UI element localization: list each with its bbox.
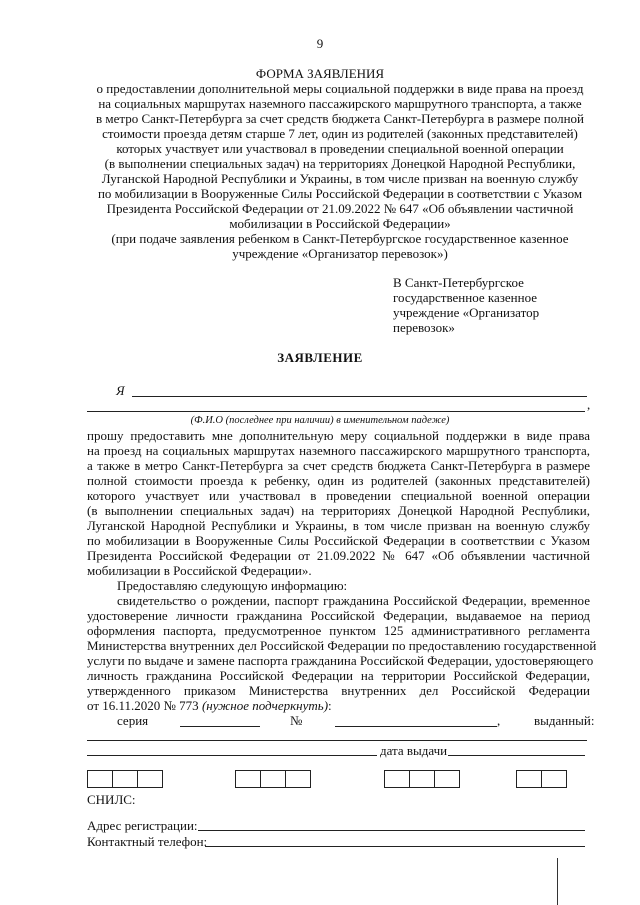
form-title: ФОРМА ЗАЯВЛЕНИЯ (255, 66, 385, 81)
addressee-line: государственное казенное (393, 290, 538, 305)
snils-cell[interactable] (137, 770, 163, 788)
phone-label: Контактный телефон: (87, 834, 208, 849)
intro-line: о предоставлении дополнительной меры социальной поддержки в виде права на проезд (96, 81, 584, 96)
page-number: 9 (316, 36, 324, 51)
colon: : (328, 698, 332, 713)
intro-line: (при подаче заявления ребенком в Санкт-Петербургское государственное казенное (111, 231, 569, 246)
issue-date-label: дата выдачи (380, 743, 448, 758)
issued-by-field-continued[interactable] (87, 755, 377, 756)
snils-cell[interactable] (541, 770, 567, 788)
applicant-comma: , (587, 397, 591, 412)
scan-fold-line (557, 858, 558, 905)
request-paragraph (87, 428, 597, 713)
document-line: оформления паспорта, предусмотренное пунктом 125 административного регламента (87, 623, 590, 638)
snils-cell[interactable] (384, 770, 410, 788)
document-line: утвержденного приказом Министерства внутренних дел Российской Федерации (87, 683, 590, 698)
document-line: личность гражданина Российской Федерации на территории Российской Федерации, (87, 668, 590, 683)
document-line: удостоверение личности гражданина Российской Федерации, выдаваемое на период (87, 608, 590, 623)
reg-address-label: Адрес регистрации: (87, 818, 198, 833)
snils-cell[interactable] (260, 770, 286, 788)
number-field[interactable] (335, 726, 497, 727)
request-line: (в выполнении специальных задач) на территориях Донецкой Народной Республики, (87, 503, 590, 518)
applicant-name-field-continued[interactable] (87, 411, 585, 412)
snils-cell[interactable] (87, 770, 113, 788)
reg-address-field[interactable] (198, 830, 585, 831)
intro-line: стоимости проезда детям старше 7 лет, один из родителей (законных представителей) (102, 126, 578, 141)
document-line: услуги по выдаче и замене паспорта гражданина Российской Федерации, удостоверяющего (87, 653, 594, 668)
request-line: Президента Российской Федерации от 21.09.2022 № 647 «Об объявлении частичной (87, 548, 590, 563)
intro-line: Президента Российской Федерации от 21.09.2022 № 647 «Об объявлении частичной (106, 201, 574, 216)
series-label: серия (117, 713, 149, 728)
snils-cell[interactable] (409, 770, 435, 788)
request-line: которого участвует или участвовал в проведении специальной военной операции (87, 488, 590, 503)
snils-cell[interactable] (285, 770, 311, 788)
intro-line: учреждение «Организатор перевозок») (232, 246, 448, 261)
intro-line: Луганской Народной Республики и Украины, в том числе призван на военную службу (101, 171, 579, 186)
applicant-prefix: Я (116, 383, 125, 398)
intro-line: (в выполнении специальных задач) на территориях Донецкой Народной Республики, (104, 156, 576, 171)
addressee-line: учреждение «Организатор (393, 305, 540, 320)
snils-group-3 (384, 770, 459, 788)
addressee-block (393, 275, 593, 335)
document-last-line (87, 698, 590, 713)
snils-cell[interactable] (112, 770, 138, 788)
addressee-line: перевозок» (393, 320, 455, 335)
snils-group-1 (87, 770, 162, 788)
request-line: Луганской Народной Республики и Украины, в том числе призван на военную службу (87, 518, 590, 533)
document-line: Министерства внутренних дел Российской Федерации по предоставлению государственной (87, 638, 597, 653)
snils-cell[interactable] (235, 770, 261, 788)
request-line: на проезд на социальных маршрутах наземного пассажирского маршрутного транспорта, (87, 443, 590, 458)
series-field[interactable] (180, 726, 260, 727)
snils-cell[interactable] (434, 770, 460, 788)
issued-by-label: выданный: (534, 713, 595, 728)
fio-caption: (Ф.И.О (последнее при наличии) в именительном падеже) (190, 415, 450, 426)
number-label: № (290, 713, 303, 728)
intro-line: по мобилизации в Вооруженные Силы Российской Федерации в соответствии с Указом (97, 186, 583, 201)
intro-paragraph (90, 81, 590, 261)
number-comma: , (497, 713, 501, 728)
request-line: а также в метро Санкт-Петербурга за счет средств бюджета Санкт-Петербурга в размере (87, 458, 590, 473)
provide-info-label: Предоставляю следующую информацию: (117, 578, 348, 593)
snils-cell[interactable] (516, 770, 542, 788)
intro-line: которых участвует или участвовал в проведении специальной военной операции (116, 141, 564, 156)
intro-line: мобилизации в Российской Федерации» (229, 216, 451, 231)
order-reference: от 16.11.2020 № 773 (87, 698, 199, 713)
intro-line: на социальных маршрутах наземного пассажирского маршрутного транспорта, а также (98, 96, 582, 111)
snils-label: СНИЛС: (87, 792, 136, 807)
request-line: полной стоимости проезда к ребенку, один из родителей (законных представителей) (87, 473, 590, 488)
underline-note: (нужное подчеркнуть) (201, 698, 329, 713)
document-title: ЗАЯВЛЕНИЕ (277, 350, 363, 365)
addressee-line: В Санкт-Петербургское (393, 275, 524, 290)
snils-group-4 (516, 770, 566, 788)
request-line: мобилизации в Российской Федерации». (87, 563, 312, 578)
request-line: по мобилизации в Вооруженные Силы Российской Федерации в соответствии с Указом (87, 533, 590, 548)
issued-by-field[interactable] (87, 740, 587, 741)
phone-field[interactable] (205, 846, 585, 847)
issue-date-field[interactable] (448, 755, 585, 756)
request-line: прошу предоставить мне дополнительную меру социальной поддержки в виде права (87, 428, 590, 443)
document-line: свидетельство о рождении, паспорт гражданина Российской Федерации, временное (117, 593, 590, 608)
snils-group-2 (235, 770, 310, 788)
applicant-name-field[interactable] (132, 396, 587, 397)
intro-line: в метро Санкт-Петербурга за счет средств бюджета Санкт-Петербурга в размере полной (95, 111, 584, 126)
